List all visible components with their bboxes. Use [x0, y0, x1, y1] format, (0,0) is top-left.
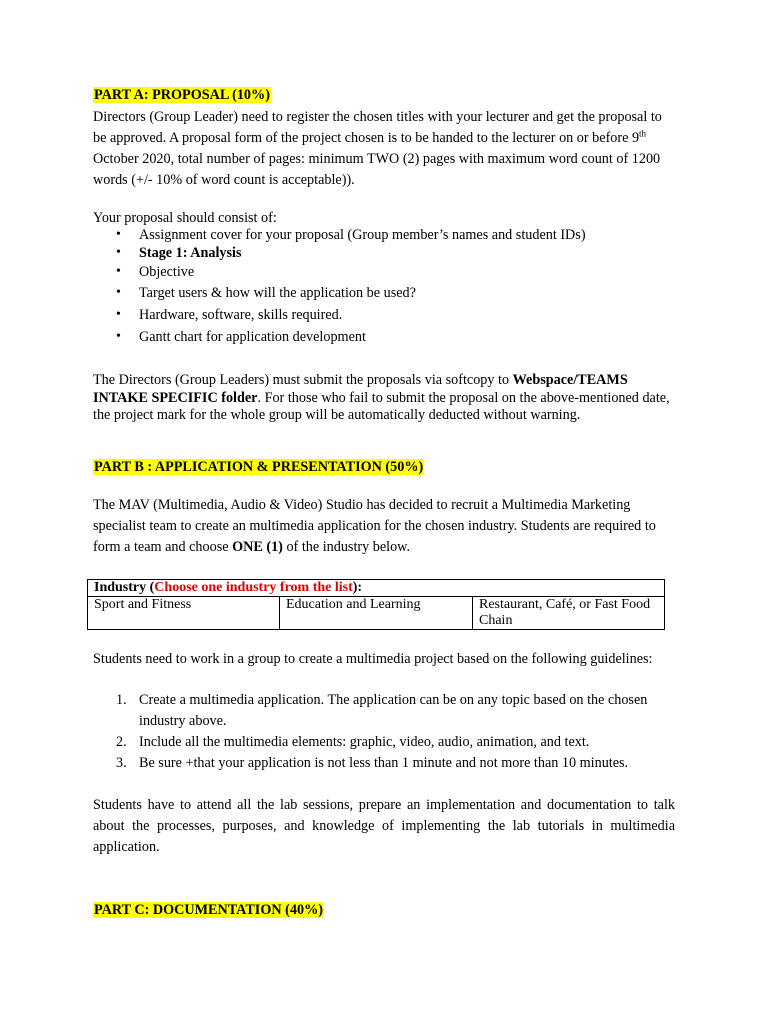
table-cell: Restaurant, Café, or Fast Food Chain — [473, 597, 665, 630]
table-header-cell: Industry (Choose one industry from the list): — [88, 580, 665, 597]
list-item: • Gantt chart for application development — [93, 326, 675, 348]
list-item: • Assignment cover for your proposal (Group member’s names and student IDs) — [93, 226, 675, 244]
list-item: • Target users & how will the application be used? — [93, 282, 675, 304]
list-item: • Stage 1: Analysis — [93, 244, 675, 262]
list-item: 1. Create a multimedia application. The application can be on any topic based on the chosen industry above. — [116, 692, 648, 729]
part-b-paragraph-3: Students have to attend all the lab sessions, prepare an implementation and documentation to talk about the processes, purposes, and knowledge of implementing the lab tutorials in multimedia application. — [93, 797, 675, 855]
part-a-list-intro: Your proposal should consist of: — [93, 210, 277, 226]
part-b-heading: PART B : APPLICATION & PRESENTATION (50%) — [94, 459, 424, 475]
industry-table — [87, 579, 665, 630]
list-item: • Hardware, software, skills required. — [93, 304, 675, 326]
table-cell: Education and Learning — [280, 597, 473, 630]
part-c-heading: PART C: DOCUMENTATION (40%) — [94, 902, 323, 918]
table-header-row — [88, 580, 665, 597]
table-cell: Sport and Fitness — [88, 597, 280, 630]
guidelines-list — [93, 690, 675, 774]
part-a-paragraph-2: The Directors (Group Leaders) must submit the proposals via softcopy to Webspace/TEAMS INTAKE SPECIFIC folder. For those who fail to submit the proposal on the above-mentioned date, the project mark for the whole group will be automatically deducted without warning. — [93, 372, 670, 423]
part-b-paragraph-2: Students need to work in a group to create a multimedia project based on the following guidelines: — [93, 651, 653, 667]
table-row — [88, 597, 665, 630]
part-a-paragraph-1: Directors (Group Leader) need to register the chosen titles with your lecturer and get the proposal to be approved. A proposal form of the project chosen is to be handed to the lecturer on or before 9th October 2020, total number of pages: minimum TWO (2) pages with maximum word count of 1200 words (+/- 10% of word count is acceptable)). — [93, 109, 662, 188]
part-b-paragraph-1: The MAV (Multimedia, Audio & Video) Studio has decided to recruit a Multimedia Marketing specialist team to create an multimedia application for the chosen industry. Students are required to form a team and choose ONE (1) of the industry below. — [93, 497, 656, 555]
part-a-heading: PART A: PROPOSAL (10%) — [94, 87, 270, 103]
proposal-contents-list — [93, 226, 675, 348]
superscript: th — [639, 128, 647, 139]
list-item: • Objective — [93, 262, 675, 282]
list-item: 2. Include all the multimedia elements: graphic, video, audio, animation, and text. — [116, 734, 590, 750]
list-item: 3. Be sure +that your application is not less than 1 minute and not more than 10 minutes. — [116, 755, 629, 771]
